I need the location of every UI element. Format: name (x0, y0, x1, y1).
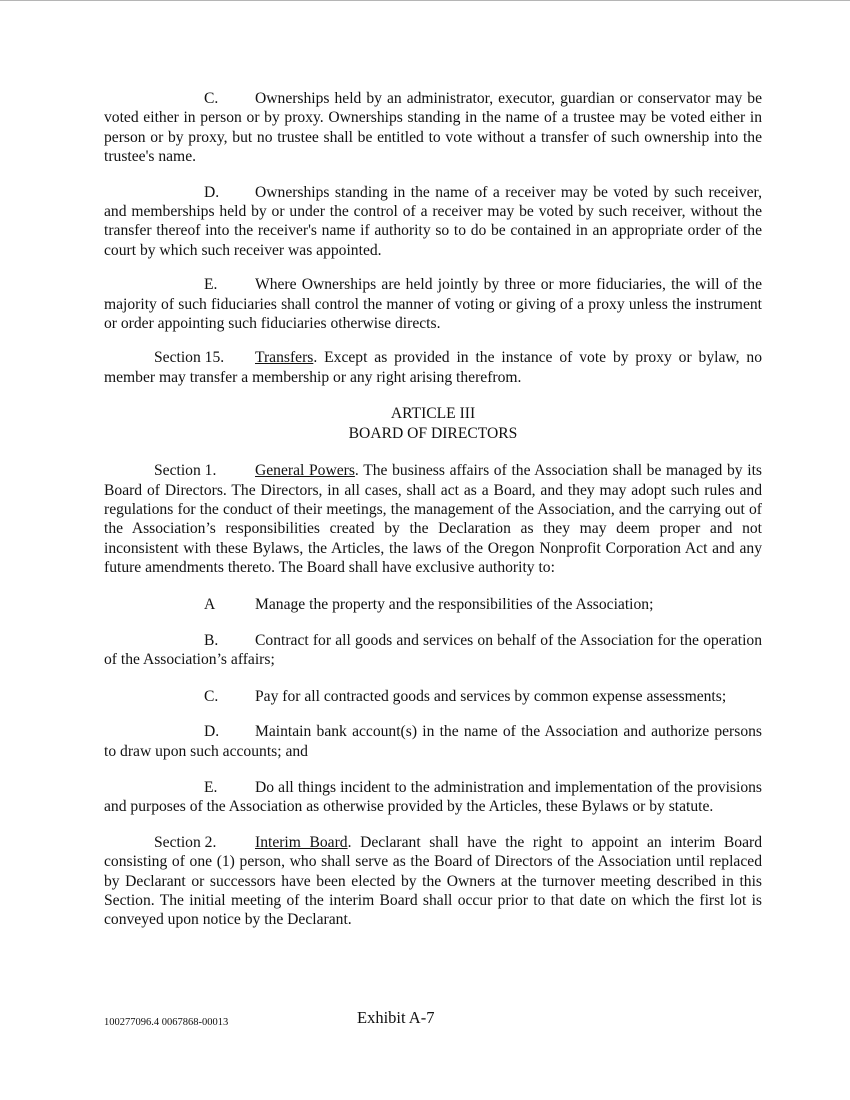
section-text: . Declarant shall have the right to appoint an interim Board consisting of one (1) person, who shall serve as the Board of Directors of the Association until replaced by Declarant or successors have been elected by the Owners at the turnover meeting described in this Section. The initial meeting of the interim Board shall occur prior to that date on which the first lot is conveyed upon notice by the Declarant. (104, 833, 762, 929)
item-text: Do all things incident to the administration and implementation of the provisions and purposes of the Association as otherwise provided by the Articles, these Bylaws or by statute. (104, 778, 762, 816)
section-15-transfers (104, 348, 762, 387)
item-text: Manage the property and the responsibilities of the Association; (255, 595, 654, 613)
list-item-e (104, 778, 762, 817)
item-marker: E. (204, 778, 218, 796)
item-marker: D. (204, 183, 220, 201)
item-marker: E. (204, 276, 218, 294)
section-title: General Powers (255, 462, 355, 480)
item-marker: B. (204, 631, 219, 649)
article-heading (104, 404, 762, 443)
item-text: Contract for all goods and services on behalf of the Association for the operation of the Association’s affairs; (104, 631, 762, 669)
item-marker: C. (204, 90, 219, 107)
paragraph-e-joint-fiduciaries (104, 275, 762, 333)
section-label: Section 2. (154, 833, 217, 851)
item-text: Pay for all contracted goods and services by common expense assessments; (255, 687, 727, 705)
article-number: ARTICLE III (390, 405, 476, 423)
section-label: Section 1. (154, 462, 217, 480)
item-text: Ownerships held by an administrator, executor, guardian or conservator may be voted either in person or by proxy. Ownerships standing in the name of a trustee may be voted either in person or by proxy, but no trustee shall be entitled to vote without a transfer of such ownership into the trustee's name. (104, 90, 762, 166)
list-item-a (104, 595, 762, 614)
item-marker: D. (204, 723, 220, 741)
list-item-c (104, 687, 762, 706)
section-title: Interim Board (255, 833, 348, 851)
page-top-edge (0, 0, 850, 1)
item-text: Where Ownerships are held jointly by three or more fiduciaries, the will of the majority of such fiduciaries shall control the manner of voting or giving of a proxy unless the instrument or order appointing such fiduciaries otherwise directs. (104, 276, 762, 333)
section-2-interim-board (104, 833, 762, 930)
section-label: Section 15. (154, 349, 225, 367)
article-title: BOARD OF DIRECTORS (348, 424, 518, 442)
item-marker: A (204, 595, 216, 613)
section-text: . Except as provided in the instance of vote by proxy or bylaw, no member may transfer a membership or any right arising therefrom. (104, 349, 762, 386)
document-page (104, 89, 762, 930)
item-text: Ownerships standing in the name of a receiver may be voted by such receiver, and memberships held by or under the control of a receiver may be voted by such receiver, without the transfer thereof into the receiver's name if authority so to do be contained in an appropriate order of the court by which such receiver was appointed. (104, 183, 762, 259)
item-marker: C. (204, 687, 219, 705)
section-text: . The business affairs of the Association shall be managed by its Board of Directors. The Directors, in all cases, shall act as a Board, and they may adopt such rules and regulations for the conduct of their meetings, the management of the Association, and the carrying out of the Association’s responsibilities created by the Declaration as they may deem proper and not inconsistent with these Bylaws, the Articles, the laws of the Oregon Nonprofit Corporation Act and any future amendments thereto. The Board shall have exclusive authority to: (104, 462, 762, 577)
list-item-b (104, 631, 762, 670)
item-text: Maintain bank account(s) in the name of the Association and authorize persons to draw upon such accounts; and (104, 723, 762, 760)
page-footer (104, 1008, 762, 1032)
section-1-general-powers (104, 461, 762, 577)
document-id: 100277096.4 0067868-00013 (104, 1017, 229, 1028)
section-title: Transfers (255, 349, 314, 367)
exhibit-label: Exhibit A-7 (357, 1008, 435, 1027)
paragraph-d-receiver-ownerships (104, 183, 762, 261)
paragraph-c-fiduciary-ownerships (104, 89, 762, 167)
list-item-d (104, 722, 762, 761)
